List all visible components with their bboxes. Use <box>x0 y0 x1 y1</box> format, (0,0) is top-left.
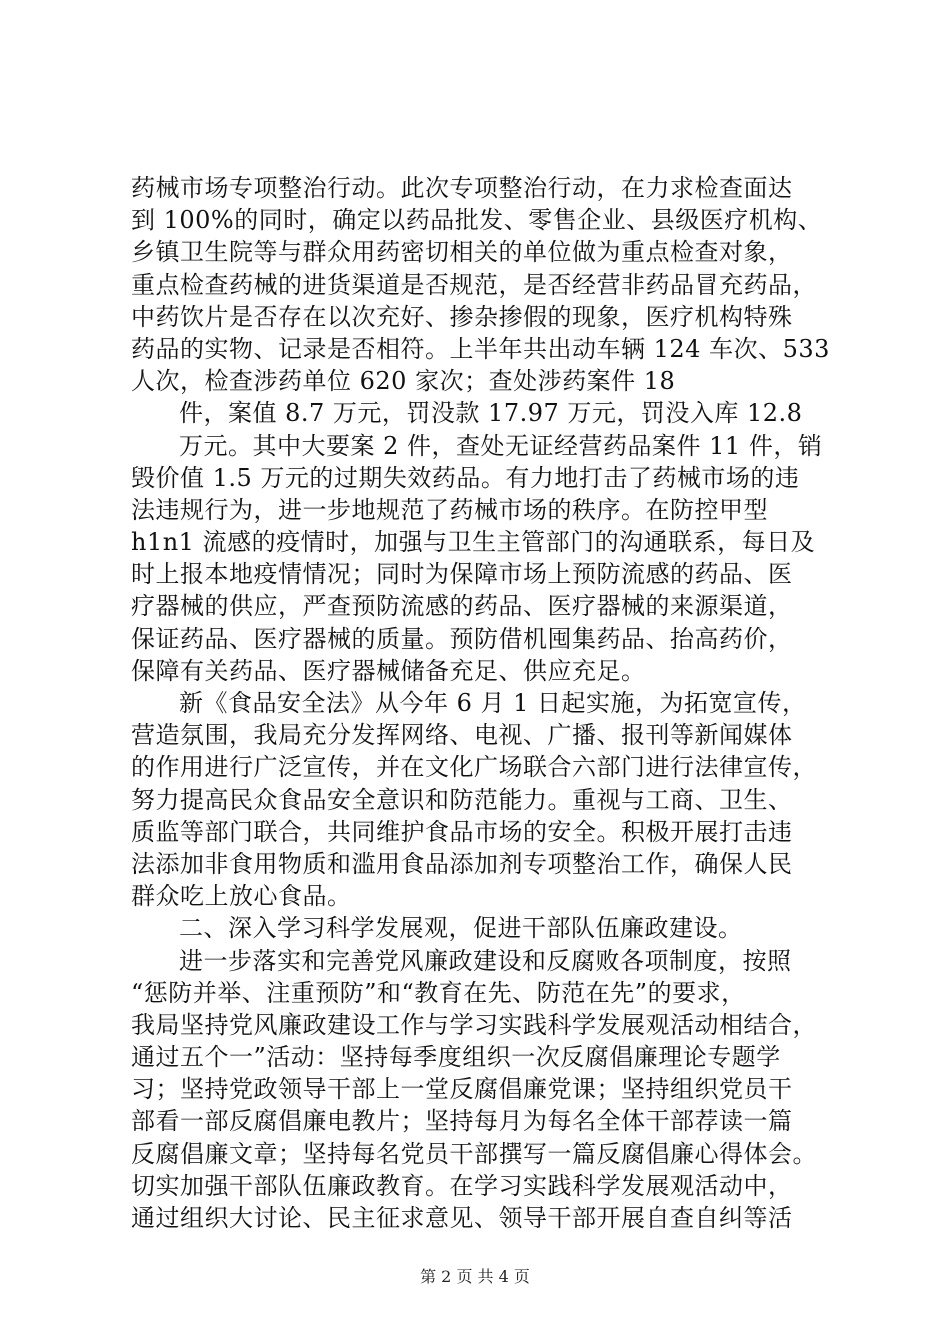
text-line: 通过五个一”活动：坚持每季度组织一次反腐倡廉理论专题学 <box>131 1043 781 1072</box>
text-line: 法违规行为，进一步地规范了药械市场的秩序。在防控甲型 <box>131 495 768 524</box>
text-line: 重点检查药械的进货渠道是否规范，是否经营非药品冒充药品， <box>131 270 817 299</box>
text-line: 保障有关药品、医疗器械储备充足、供应充足。 <box>131 656 646 685</box>
section-heading: 二、深入学习科学发展观，促进干部队伍廉政建设。 <box>179 914 743 943</box>
text-line: 中药饮片是否存在以次充好、掺杂掺假的现象，医疗机构特殊 <box>131 302 793 331</box>
text-line: 万元。其中大要案 2 件，查处无证经营药品案件 11 件，销 <box>179 431 823 460</box>
text-line: 乡镇卫生院等与群众用药密切相关的单位做为重点检查对象， <box>131 238 793 267</box>
text-line: h1n1 流感的疫情时，加强与卫生主管部门的沟通联系，每日及 <box>131 528 816 557</box>
text-line: “惩防并举、注重预防”和“教育在先、防范在先”的要求， <box>131 978 746 1007</box>
text-line: 习；坚持党政领导干部上一堂反腐倡廉党课；坚持组织党员干 <box>131 1075 793 1104</box>
text-line: 反腐倡廉文章；坚持每名党员干部撰写一篇反腐倡廉心得体会。 <box>131 1139 817 1168</box>
text-line: 进一步落实和完善党风廉政建设和反腐败各项制度，按照 <box>179 946 792 975</box>
text-line: 群众吃上放心食品。 <box>131 882 352 911</box>
text-line: 通过组织大讨论、民主征求意见、领导干部开展自查自纠等活 <box>131 1204 793 1232</box>
text-line: 毁价值 1.5 万元的过期失效药品。有力地打击了药械市场的违 <box>131 463 800 492</box>
text-line: 我局坚持党风廉政建设工作与学习实践科学发展观活动相结合， <box>131 1010 817 1039</box>
text-line: 药械市场专项整治行动。此次专项整治行动，在力求检查面达 <box>131 174 793 202</box>
text-line: 努力提高民众食品安全意识和防范能力。重视与工商、卫生、 <box>131 785 793 814</box>
text-line: 保证药品、医疗器械的质量。预防借机囤集药品、抬高药价， <box>131 624 793 653</box>
text-line: 到 100%的同时，确定以药品批发、零售企业、县级医疗机构、 <box>131 206 823 235</box>
text-line: 新《食品安全法》从今年 6 月 1 日起实施，为拓宽宣传， <box>179 689 807 717</box>
text-line: 时上报本地疫情情况；同时为保障市场上预防流感的药品、医 <box>131 560 793 589</box>
text-line: 药品的实物、记录是否相符。上半年共出动车辆 124 车次、533 <box>131 334 830 363</box>
body-text <box>131 172 831 1234</box>
text-line: 件，案值 8.7 万元，罚没款 17.97 万元，罚没入库 12.8 <box>179 399 803 428</box>
text-line: 营造氛围，我局充分发挥网络、电视、广播、报刊等新闻媒体 <box>131 721 793 750</box>
page-number-footer: 第 2 页 共 4 页 <box>420 1267 530 1286</box>
text-line: 法添加非食用物质和滥用食品添加剂专项整治工作，确保人民 <box>131 849 793 878</box>
text-line: 疗器械的供应，严查预防流感的药品、医疗器械的来源渠道， <box>131 592 793 621</box>
text-line: 人次，检查涉药单位 620 家次；查处涉药案件 18 <box>131 367 676 396</box>
text-line: 部看一部反腐倡廉电教片；坚持每月为每名全体干部荐读一篇 <box>131 1107 793 1136</box>
text-line: 质监等部门联合，共同维护食品市场的安全。积极开展打击违 <box>131 817 793 846</box>
text-line: 的作用进行广泛宣传，并在文化广场联合六部门进行法律宣传， <box>131 753 817 782</box>
text-line: 切实加强干部队伍廉政教育。在学习实践科学发展观活动中， <box>131 1171 793 1200</box>
